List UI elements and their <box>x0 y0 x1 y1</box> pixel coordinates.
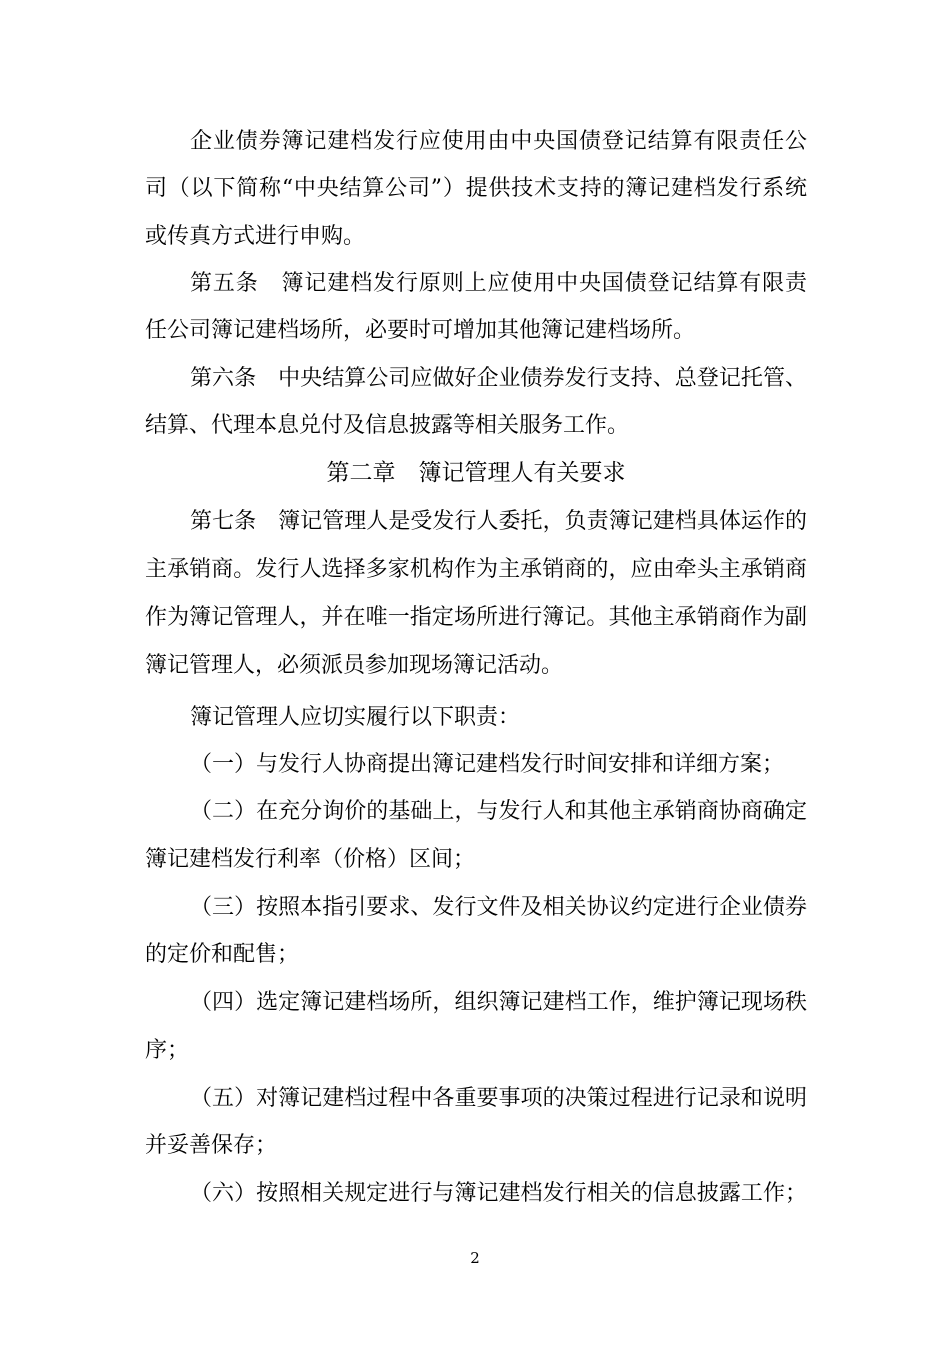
chapter-heading: 第二章 簿记管理人有关要求 <box>326 460 626 486</box>
duties-intro-line: 簿记管理人应切实履行以下职责： <box>190 705 521 730</box>
paragraph-line: 簿记管理人，必须派员参加现场簿记活动。 <box>145 653 564 678</box>
paragraph-line: 序； <box>145 1038 190 1063</box>
paragraph-line: 任公司簿记建档场所，必要时可增加其他簿记建档场所。 <box>145 318 696 343</box>
paragraph-line: 主承销商。发行人选择多家机构作为主承销商的，应由牵头主承销商 <box>145 557 807 582</box>
duty-item-1: （一）与发行人协商提出簿记建档发行时间安排和详细方案； <box>190 752 785 777</box>
paragraph-line: 司（以下简称“中央结算公司”）提供技术支持的簿记建档发行系统 <box>145 176 807 201</box>
duty-item-2: （二）在充分询价的基础上，与发行人和其他主承销商协商确定 <box>190 799 807 824</box>
article-6-line: 第六条 中央结算公司应做好企业债券发行支持、总登记托管、 <box>190 366 807 391</box>
paragraph-line: 企业债券簿记建档发行应使用由中央国债登记结算有限责任公 <box>190 129 807 154</box>
article-5-line: 第五条 簿记建档发行原则上应使用中央国债登记结算有限责 <box>190 271 807 296</box>
paragraph-line: 的定价和配售； <box>145 942 300 967</box>
page-number: 2 <box>470 1249 480 1267</box>
duty-item-5: （五）对簿记建档过程中各重要事项的决策过程进行记录和说明 <box>190 1086 807 1111</box>
paragraph-line: 作为簿记管理人，并在唯一指定场所进行簿记。其他主承销商作为副 <box>145 605 807 630</box>
paragraph-line: 并妥善保存； <box>145 1133 278 1158</box>
duty-item-6: （六）按照相关规定进行与簿记建档发行相关的信息披露工作； <box>190 1181 807 1206</box>
article-7-line: 第七条 簿记管理人是受发行人委托，负责簿记建档具体运作的 <box>190 509 807 534</box>
paragraph-line: 或传真方式进行申购。 <box>145 224 366 249</box>
duty-item-3: （三）按照本指引要求、发行文件及相关协议约定进行企业债券 <box>190 895 807 920</box>
paragraph-line: 簿记建档发行利率（价格）区间； <box>145 847 476 872</box>
paragraph-line: 结算、代理本息兑付及信息披露等相关服务工作。 <box>145 413 630 438</box>
duty-item-4: （四）选定簿记建档场所，组织簿记建档工作，维护簿记现场秩 <box>190 990 807 1015</box>
